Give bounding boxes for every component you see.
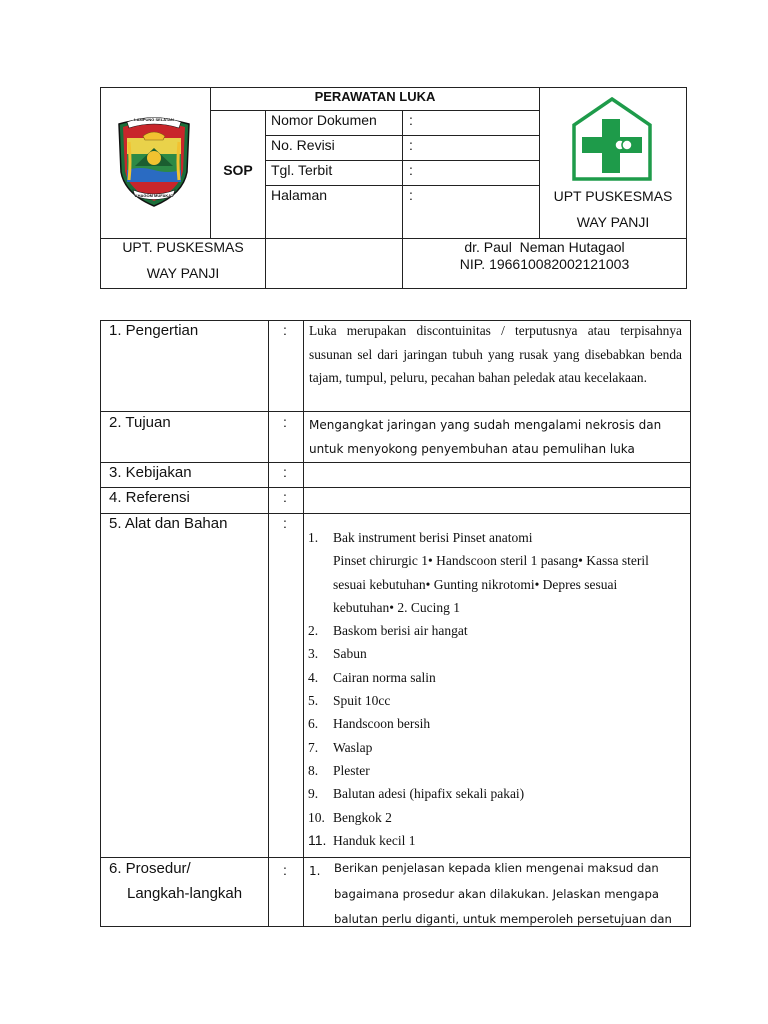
- org-name-right-line1: UPT PUSKESMAS: [553, 188, 673, 204]
- label-prosedur: 6. Prosedur/: [109, 860, 191, 877]
- list-item: sesuai kebutuhan• Gunting nikrotomi• Depres sesuai: [333, 576, 618, 592]
- label-tujuan: 2. Tujuan: [109, 414, 171, 431]
- list-item: 5. Spuit 10cc: [308, 693, 391, 709]
- colon-pengertian: :: [283, 322, 287, 338]
- meta-value-tgl-terbit: :: [409, 162, 413, 178]
- label-kebijakan: 3. Kebijakan: [109, 464, 192, 481]
- equipment-list: [308, 526, 684, 852]
- list-item: Pinset chirurgic 1• Handscoon steril 1 pasang• Kassa steril: [333, 553, 649, 569]
- colon-referensi: :: [283, 489, 287, 505]
- meta-value-no-revisi: :: [409, 137, 413, 153]
- colon-kebijakan: :: [283, 464, 287, 480]
- meta-label-tgl-terbit: Tgl. Terbit: [271, 162, 333, 178]
- label-pengertian: 1. Pengertian: [109, 322, 199, 339]
- colon-prosedur: :: [283, 862, 287, 878]
- text-tujuan: Mengangkat jaringan yang sudah mengalami nekrosis dan untuk menyokong penyembuhan atau pemulihan luka: [309, 418, 662, 456]
- list-item: 11. Handuk kecil 1: [308, 831, 416, 848]
- colon-tujuan: :: [283, 414, 287, 430]
- org-name-left-line2: WAY PANJI: [146, 265, 220, 281]
- signer-name: dr. Paul Neman Hutagaol: [464, 239, 625, 255]
- list-item: 1. Bak instrument berisi Pinset anatomi: [308, 530, 533, 545]
- emblem-top-text: LAMPUNG SELATAN: [134, 117, 174, 122]
- org-name-right-line2: WAY PANJI: [576, 214, 650, 230]
- document-title: PERAWATAN LUKA: [314, 89, 436, 104]
- list-item: 8. Plester: [308, 762, 370, 778]
- step-number: 1.: [309, 864, 321, 878]
- meta-label-no-revisi: No. Revisi: [271, 137, 335, 153]
- label-prosedur-sub: Langkah-langkah: [127, 885, 243, 902]
- list-item: 3. Sabun: [308, 646, 367, 662]
- list-item: 9. Balutan adesi (hipafix sekali pakai): [308, 786, 525, 802]
- list-item: 2. Baskom berisi air hangat: [308, 623, 468, 639]
- step-text: Berikan penjelasan kepada klien mengenai maksud dan bagaimana prosedur akan dilakukan. Jelaskan mengapa balutan perlu diganti, untuk memperoleh persetujuan dan: [334, 861, 672, 926]
- meta-value-nomor-dokumen: :: [409, 112, 413, 128]
- meta-label-nomor-dokumen: Nomor Dokumen: [271, 112, 377, 128]
- sop-label: SOP: [223, 162, 253, 178]
- signer-nip: NIP. 196610082002121003: [459, 256, 630, 272]
- meta-value-halaman: :: [409, 187, 413, 203]
- label-alat-bahan: 5. Alat dan Bahan: [109, 515, 228, 532]
- emblem-bottom-text: KHAGOM MUFAKAT: [134, 193, 174, 198]
- list-item: 6. Handscoon bersih: [308, 716, 431, 732]
- puskesmas-logo: [572, 97, 652, 181]
- org-name-left-line1: UPT. PUSKESMAS: [122, 239, 244, 255]
- list-item: 7. Waslap: [308, 739, 373, 755]
- meta-label-halaman: Halaman: [271, 187, 328, 203]
- list-item: kebutuhan• 2. Cucing 1: [333, 599, 460, 615]
- list-item: 10. Bengkok 2: [308, 809, 392, 825]
- colon-alat-bahan: :: [283, 515, 287, 531]
- list-item: 4. Cairan norma salin: [308, 669, 436, 685]
- label-referensi: 4. Referensi: [109, 489, 190, 506]
- text-pengertian: Luka merupakan discontuinitas / terputusnya atau terpisahnya susunan sel dari jaringan tubuh yang rusak yang disebabkan benda tajam, tumpul, peluru, pecahan bahan peledak atau kecelakaan.: [309, 323, 682, 385]
